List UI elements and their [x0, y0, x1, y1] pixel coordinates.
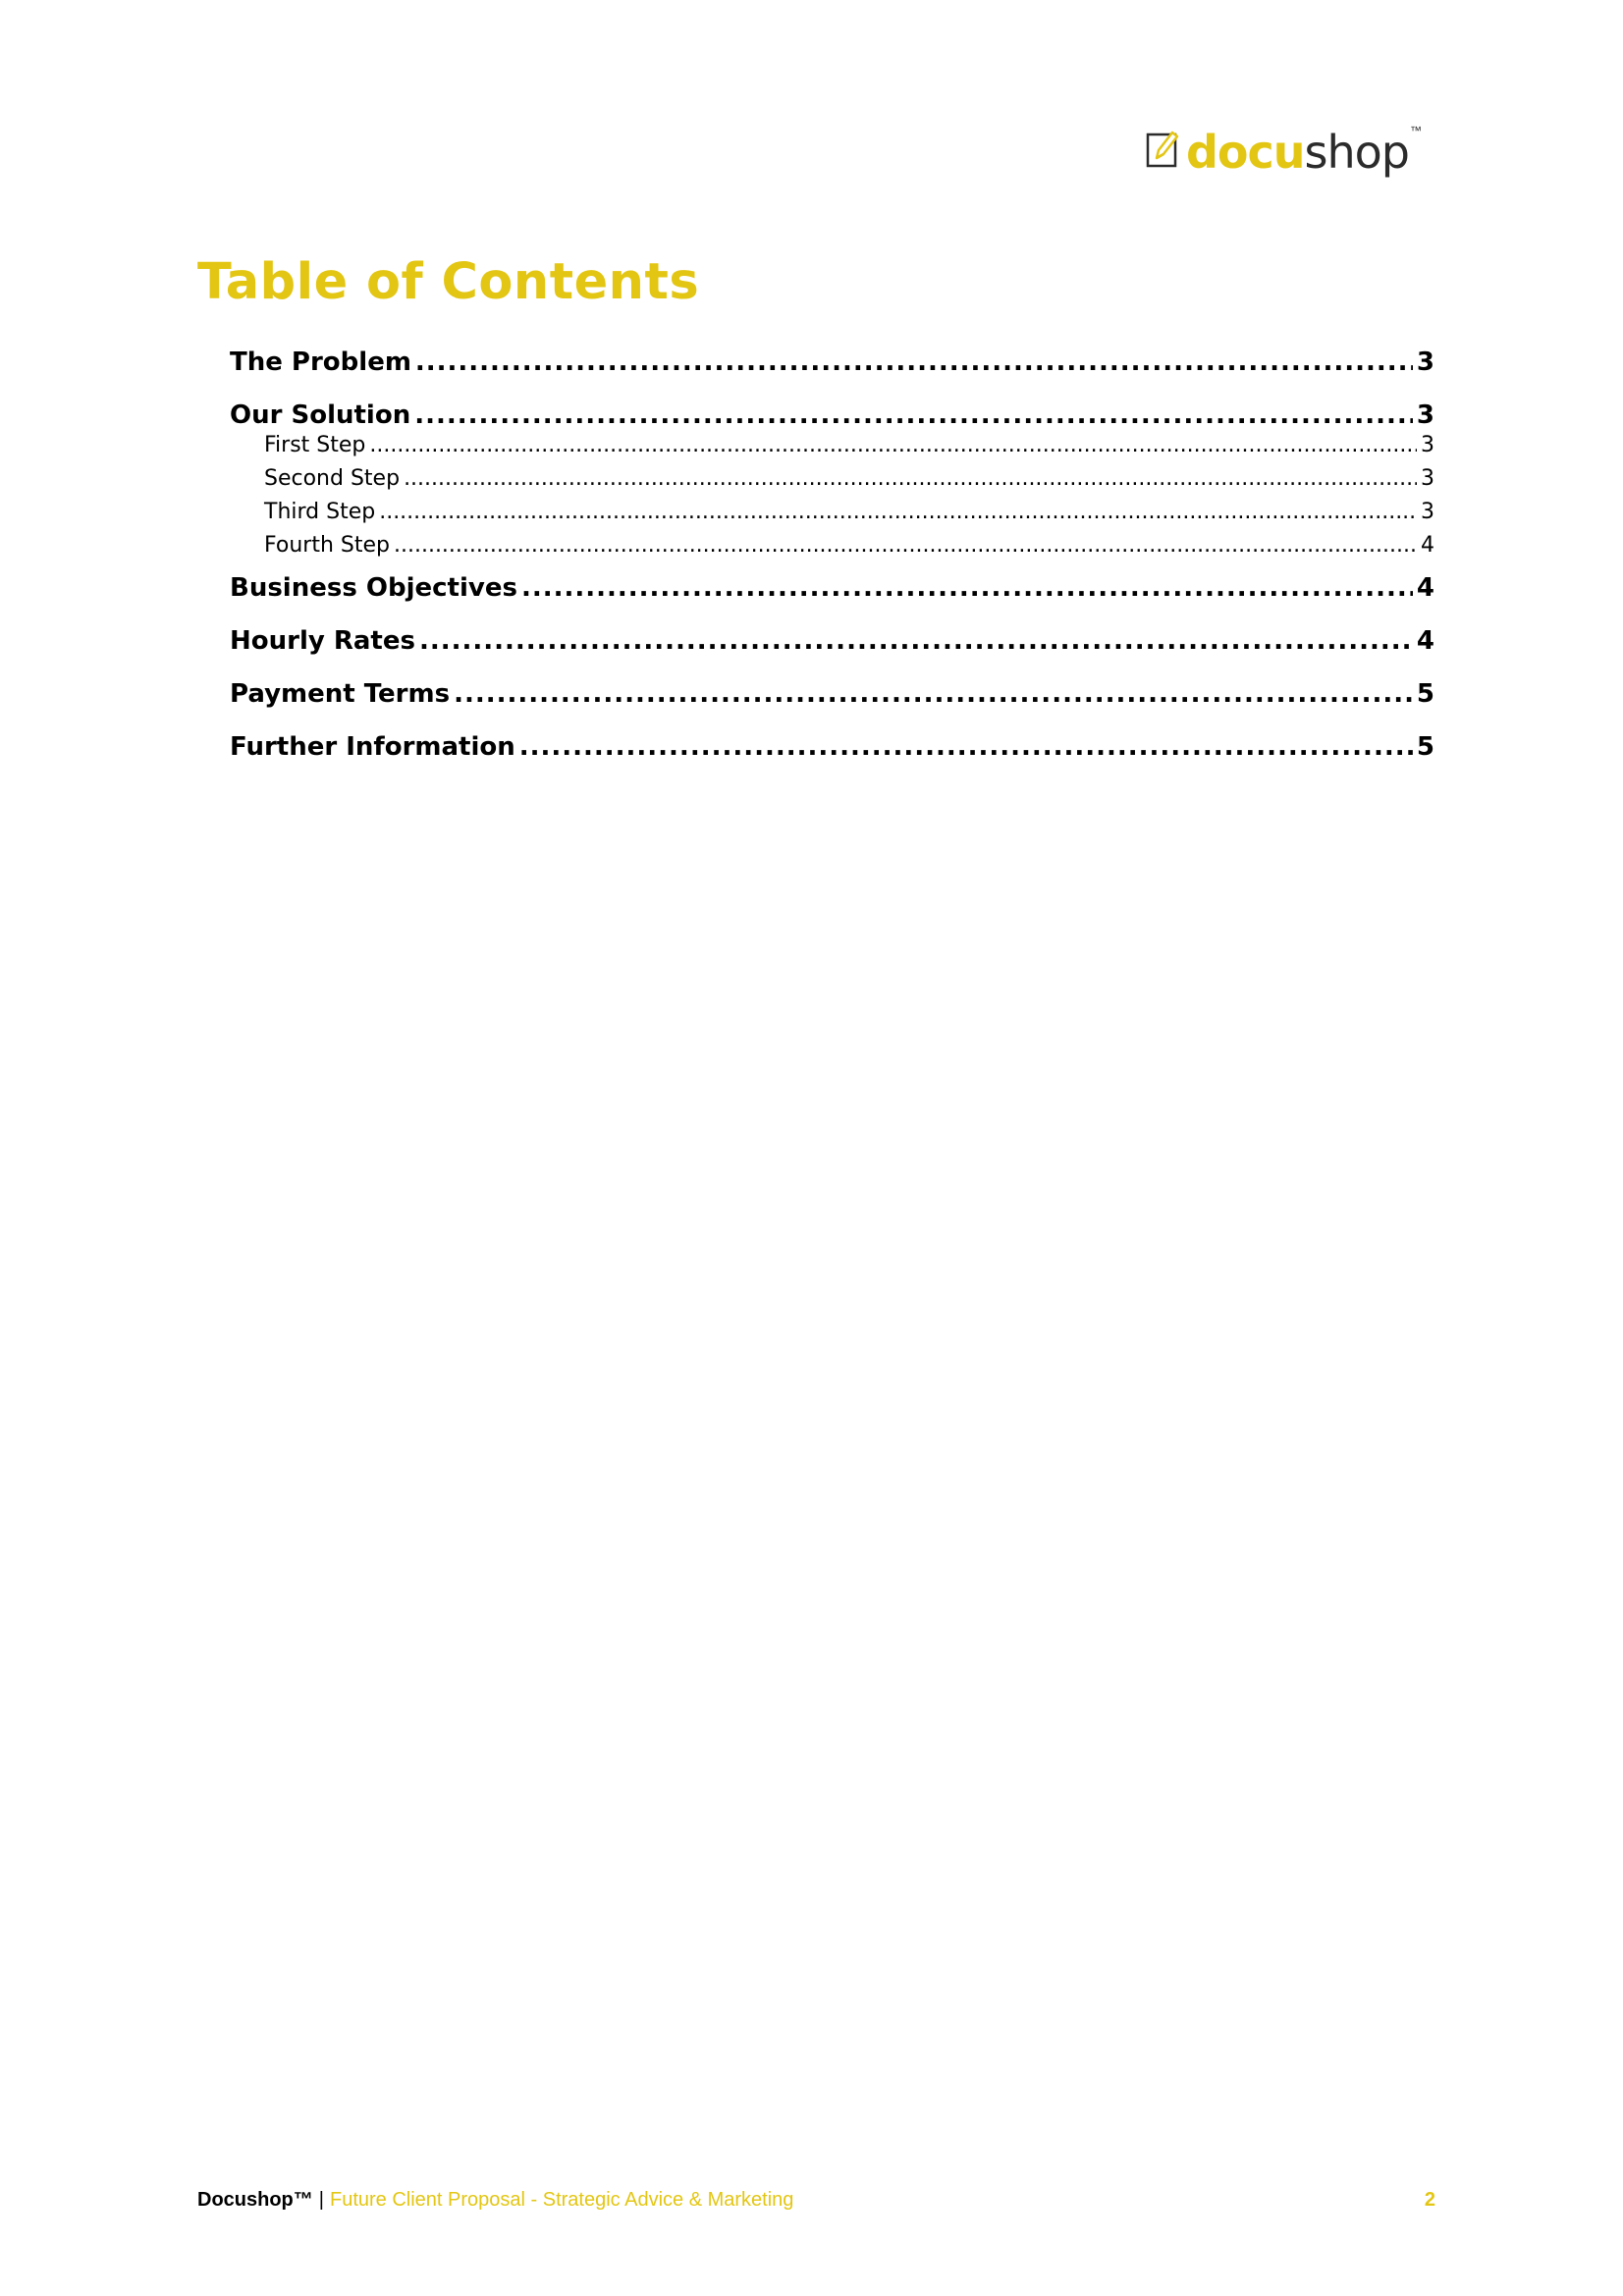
dot-leader	[521, 568, 1413, 608]
pencil-note-icon	[1145, 127, 1182, 170]
dot-leader	[404, 462, 1417, 496]
footer-page-number: 2	[1424, 2189, 1435, 2211]
toc-entry-page: 3	[1416, 347, 1434, 377]
toc-entry-page: 3	[1416, 400, 1434, 430]
toc-entry-page: 5	[1416, 732, 1434, 762]
toc-entry-hourly-rates[interactable]	[230, 621, 1434, 674]
toc-entry-label: Second Step	[264, 466, 401, 491]
toc-entry-payment-terms[interactable]	[230, 674, 1434, 727]
toc-entry-page: 3	[1421, 433, 1434, 457]
docushop-logo	[1145, 120, 1423, 179]
toc-entry-label: First Step	[264, 433, 366, 457]
toc-entry-our-solution[interactable]	[230, 396, 1434, 429]
toc-entry-page: 3	[1421, 466, 1434, 491]
toc-entry-label: Hourly Rates	[230, 626, 415, 656]
toc-title: Table of Contents	[197, 253, 700, 311]
toc-entry-business-objectives[interactable]	[230, 568, 1434, 621]
logo-wordmark: docushop	[1186, 126, 1410, 179]
table-of-contents	[230, 343, 1434, 780]
toc-entry-label: Third Step	[264, 500, 376, 524]
toc-entry-label: Payment Terms	[230, 679, 451, 709]
logo-trademark: ™	[1410, 124, 1423, 137]
footer-brand: Docushop™	[197, 2189, 313, 2211]
footer-left	[197, 2189, 793, 2212]
toc-entry-page: 4	[1421, 533, 1434, 558]
toc-entry-first-step[interactable]	[230, 429, 1434, 462]
dot-leader	[419, 621, 1413, 661]
toc-entry-label: Business Objectives	[230, 573, 517, 603]
toc-entry-further-information[interactable]	[230, 727, 1434, 780]
dot-leader	[519, 727, 1413, 767]
toc-entry-page: 3	[1421, 500, 1434, 524]
dot-leader	[415, 343, 1413, 382]
toc-entry-page: 4	[1416, 626, 1434, 656]
toc-entry-page: 4	[1416, 573, 1434, 603]
dot-leader	[394, 529, 1417, 562]
toc-entry-label: Fourth Step	[264, 533, 390, 558]
toc-entry-the-problem[interactable]	[230, 343, 1434, 396]
toc-entry-label: Further Information	[230, 732, 515, 762]
page-footer	[197, 2189, 1435, 2212]
footer-separator: |	[318, 2189, 324, 2211]
toc-entry-label: The Problem	[230, 347, 411, 377]
toc-entry-third-step[interactable]	[230, 496, 1434, 529]
dot-leader	[454, 674, 1413, 714]
dot-leader	[379, 496, 1417, 529]
toc-entry-label: Our Solution	[230, 400, 411, 430]
dot-leader	[369, 429, 1417, 462]
footer-subtitle: Future Client Proposal - Strategic Advice & Marketing	[329, 2189, 794, 2211]
toc-entry-second-step[interactable]	[230, 462, 1434, 496]
toc-entry-fourth-step[interactable]	[230, 529, 1434, 562]
toc-entry-page: 5	[1416, 679, 1434, 709]
